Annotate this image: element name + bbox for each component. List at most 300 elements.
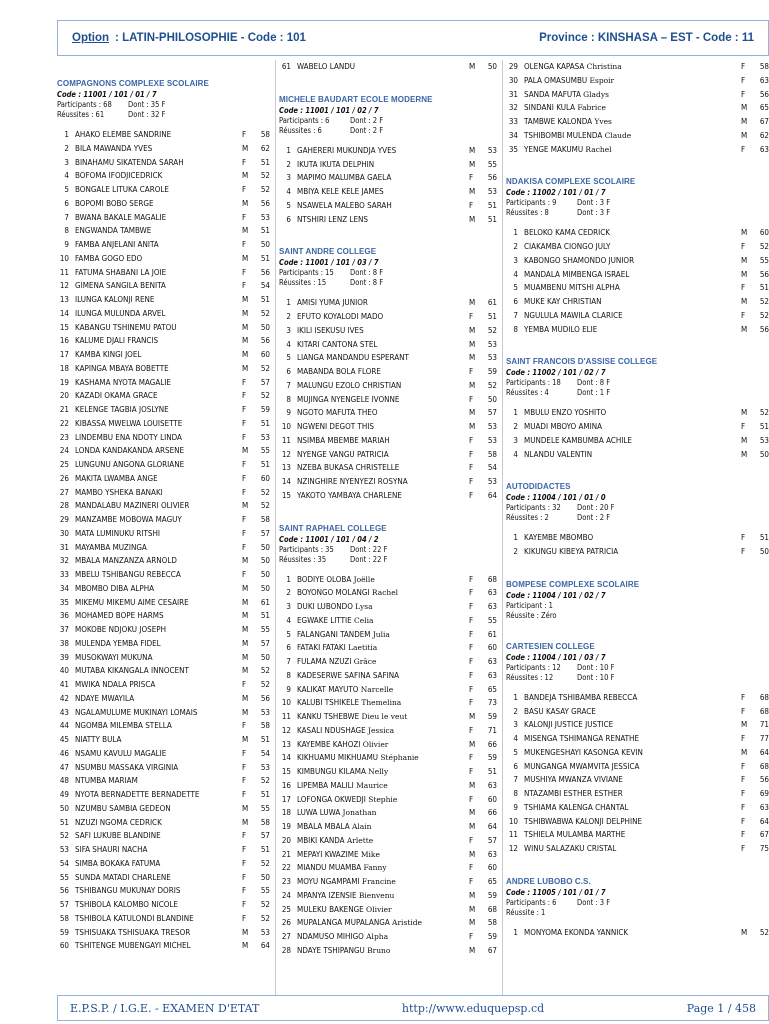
student-score: 52	[759, 297, 769, 306]
student-score: 51	[759, 283, 769, 293]
student-number: 1	[286, 145, 291, 155]
student-score: 59	[487, 890, 497, 900]
student-score: 52	[260, 391, 270, 401]
student-number: 7	[513, 310, 518, 320]
student-firstname: Rachel	[585, 144, 612, 154]
student-sex: F	[242, 845, 247, 854]
student-sex: F	[469, 477, 474, 486]
success-line	[506, 513, 769, 523]
student-score: 69	[759, 789, 769, 798]
student-sex: M	[741, 103, 748, 113]
student-number: 5	[513, 747, 518, 757]
student-name	[75, 376, 242, 390]
student-row	[57, 939, 270, 953]
student-score: 58	[759, 62, 769, 71]
student-name	[297, 916, 469, 930]
participants-count: Participants : 12	[506, 662, 561, 672]
school-name: SAINT FRANCOIS D'ASSISE COLLEGE	[506, 357, 658, 367]
student-sex: M	[741, 117, 748, 126]
participants-female: Dont : 3 F	[577, 198, 611, 208]
student-sex: M	[242, 226, 249, 236]
student-surname: NSAMU KAVULU MAGALIE	[75, 748, 167, 758]
student-score: 52	[759, 408, 769, 418]
student-sex: M	[469, 808, 476, 818]
student-sex: M	[242, 308, 249, 318]
student-row	[506, 815, 769, 829]
student-sex: M	[242, 927, 249, 937]
student-surname: FATUMA SHABANI LA JOIE	[75, 267, 167, 277]
student-firstname: Rachel	[371, 588, 399, 598]
student-surname: NGULULA MAWILA CLARICE	[524, 310, 623, 320]
student-sex: M	[469, 890, 476, 900]
student-firstname: Olivier	[362, 739, 389, 749]
student-number: 3	[513, 255, 518, 265]
student-row	[506, 240, 769, 254]
student-firstname: Nelly	[368, 767, 389, 776]
student-list	[279, 144, 497, 227]
student-row	[57, 733, 270, 747]
student-score: 75	[759, 844, 769, 853]
student-number: 38	[59, 638, 69, 648]
school-name: ANDRE LUBOBO C.S.	[506, 876, 591, 886]
student-row	[57, 252, 270, 266]
student-firstname: Arlette	[346, 835, 374, 845]
student-score: 52	[260, 900, 270, 909]
student-list	[279, 60, 497, 74]
student-score: 71	[759, 720, 769, 730]
student-surname: CIAKAMBA CIONGO JULY	[524, 242, 611, 251]
student-number: 31	[59, 542, 69, 552]
student-sex: M	[242, 350, 249, 359]
student-surname: NTUMBA MARIAM	[75, 776, 138, 786]
student-name	[297, 600, 469, 614]
student-sex: F	[242, 212, 247, 222]
success-count: Réussites : 4	[506, 388, 549, 398]
student-number: 33	[59, 570, 69, 579]
student-sex: M	[242, 583, 249, 593]
student-row	[279, 861, 497, 875]
student-score: 58	[487, 918, 497, 928]
student-row	[279, 406, 497, 420]
student-row	[57, 692, 270, 706]
student-surname: MBELU TSHIBANGU REBECCA	[75, 570, 181, 579]
participants-female: Dont : 8 F	[350, 268, 384, 278]
student-name	[75, 926, 242, 940]
student-sex: F	[242, 790, 247, 799]
student-row	[279, 573, 497, 587]
student-number: 2	[513, 547, 518, 556]
student-score: 55	[260, 446, 270, 456]
student-sex: M	[242, 735, 249, 744]
student-sex: M	[741, 435, 748, 445]
student-surname: TSHIBOLA KATULONDI BLANDINE	[75, 913, 194, 923]
student-name	[297, 573, 469, 587]
student-surname: TSHIBWABWA KALONJI DELPHINE	[524, 816, 642, 826]
student-number: 15	[59, 322, 69, 332]
student-surname: BODIYE OLOBA	[297, 574, 352, 584]
student-row	[279, 655, 497, 669]
student-name	[75, 912, 242, 926]
student-score: 61	[487, 629, 497, 639]
student-score: 52	[260, 501, 270, 511]
student-sex: M	[469, 159, 476, 169]
student-number: 2	[64, 143, 69, 153]
student-surname: NZEBA BUKASA CHRISTELLE	[297, 463, 400, 473]
student-score: 53	[260, 432, 270, 442]
student-firstname: Fabrice	[577, 103, 606, 113]
student-row	[506, 281, 769, 295]
student-surname: KALUME DJALI FRANCIS	[75, 336, 159, 346]
school-code: Code : 11004 / 101 / 02 / 7	[506, 590, 606, 600]
success-line	[506, 611, 769, 621]
student-score: 56	[260, 198, 270, 208]
student-score: 50	[260, 556, 270, 566]
student-surname: BOYONGO MOLANGI	[297, 588, 370, 598]
student-number: 46	[59, 748, 69, 758]
results-column-2	[279, 60, 497, 995]
school-name: SAINT ANDRE COLLEGE	[279, 247, 377, 257]
student-number: 11	[508, 830, 518, 840]
student-score: 68	[487, 904, 497, 914]
student-number: 17	[281, 794, 291, 804]
success-female: Dont : 2 F	[577, 513, 611, 523]
student-name	[75, 747, 242, 761]
student-number: 9	[286, 408, 291, 418]
student-score: 62	[759, 130, 769, 140]
student-score: 60	[487, 863, 497, 873]
student-number: 2	[513, 422, 518, 431]
student-name	[524, 787, 741, 801]
student-name	[75, 568, 242, 582]
student-surname: LINDEMBU ENA NDOTY LINDA	[75, 432, 182, 442]
student-number: 4	[513, 269, 518, 279]
student-name	[297, 848, 469, 862]
student-name	[297, 724, 469, 738]
student-score: 64	[759, 747, 769, 757]
student-score: 51	[260, 460, 270, 469]
student-score: 50	[487, 394, 497, 404]
success-count: Réussites : 61	[57, 110, 105, 119]
student-surname: LOFONGA OKWEDJI	[297, 794, 366, 804]
student-row	[506, 295, 769, 309]
student-surname: TSHIELA MULAMBA MARTHE	[524, 830, 626, 840]
student-score: 50	[260, 583, 270, 593]
student-surname: ILUNGA MULUNDA ARVEL	[75, 308, 166, 318]
student-score: 55	[759, 255, 769, 265]
student-number: 52	[59, 831, 69, 841]
student-surname: KIKHUAMU MIKHUAMU	[297, 753, 379, 763]
student-row	[57, 912, 270, 926]
student-name	[75, 802, 242, 816]
student-surname: SUNDA MATADI CHARLENE	[75, 872, 171, 882]
student-number: 21	[281, 849, 291, 859]
student-row	[57, 788, 270, 802]
success-female: Dont : 3 F	[577, 208, 611, 218]
student-score: 58	[260, 817, 270, 827]
student-row	[57, 458, 270, 472]
footer-link[interactable]: http://www.eduquepsp.cd	[401, 1001, 545, 1015]
student-surname: MUSOKWAYI MUKUNA	[75, 652, 153, 662]
student-row	[57, 376, 270, 390]
student-row	[279, 144, 497, 158]
student-surname: MBIKI KANDA	[297, 835, 345, 845]
student-score: 51	[260, 790, 270, 799]
student-firstname: Bienvenu	[358, 890, 395, 900]
student-score: 68	[759, 761, 769, 771]
student-number: 28	[59, 501, 69, 511]
student-sex: M	[469, 62, 476, 71]
student-sex: M	[469, 353, 476, 363]
student-number: 1	[286, 298, 291, 308]
student-number: 30	[508, 75, 518, 85]
student-surname: NGOTO MAFUTA THEO	[297, 408, 378, 418]
student-surname: BOPOMI BOBO SERGE	[75, 198, 154, 208]
student-number: 3	[513, 435, 518, 445]
student-number: 61	[281, 62, 291, 71]
student-name	[297, 944, 469, 958]
student-name	[75, 706, 242, 720]
student-number: 9	[286, 684, 291, 694]
student-score: 56	[487, 173, 497, 183]
student-name	[524, 434, 741, 448]
student-sex: F	[741, 789, 746, 798]
student-sex: F	[242, 872, 247, 882]
student-row	[57, 293, 270, 307]
student-row	[57, 307, 270, 321]
student-name	[75, 761, 242, 775]
student-row	[57, 898, 270, 912]
student-surname: FAMBA GOGO EDO	[75, 253, 143, 263]
student-number: 39	[59, 652, 69, 662]
student-name	[297, 310, 469, 324]
student-number: 22	[281, 863, 291, 873]
student-score: 59	[487, 753, 497, 763]
student-score: 56	[759, 324, 769, 334]
footer-exam: E.P.S.P. / I.G.E. - EXAMEN D'ETAT	[70, 1001, 260, 1015]
student-row	[57, 156, 270, 170]
student-name	[524, 268, 741, 282]
student-name	[297, 448, 469, 462]
student-number: 19	[59, 377, 69, 387]
student-sex: F	[469, 367, 474, 376]
student-name	[75, 678, 242, 692]
student-name	[75, 224, 242, 238]
student-surname: KASHAMA NYOTA MAGALIE	[75, 377, 171, 387]
student-number: 7	[513, 775, 518, 785]
student-name	[75, 403, 242, 417]
student-number: 23	[281, 877, 291, 886]
student-sex: M	[242, 707, 249, 717]
student-row	[506, 74, 769, 88]
student-number: 2	[286, 312, 291, 321]
student-surname: MBALA MBALA	[297, 822, 350, 831]
student-row	[506, 323, 769, 337]
student-sex: M	[741, 408, 748, 418]
student-name	[75, 774, 242, 788]
student-name	[297, 930, 469, 944]
student-surname: TSHIAMA KALENGA CHANTAL	[524, 802, 629, 812]
student-row	[279, 60, 497, 74]
student-surname: NSUMBU MASSAKA VIRGINIA	[75, 762, 179, 772]
student-sex: M	[242, 446, 249, 456]
student-name	[75, 871, 242, 885]
student-surname: MUJINGA NYENGELE IVONNE	[297, 394, 400, 404]
student-name	[297, 875, 469, 889]
student-surname: MWIKA NDALA PRISCA	[75, 680, 156, 689]
student-sex: M	[741, 297, 748, 306]
student-row	[506, 115, 769, 129]
student-name	[75, 444, 242, 458]
student-surname: MUAMBENU MITSHI ALPHA	[524, 283, 620, 293]
student-number: 1	[513, 927, 518, 937]
student-score: 65	[487, 684, 497, 694]
student-row	[506, 226, 769, 240]
student-surname: KADESERWE SAFINA SAFINA	[297, 670, 400, 680]
student-number: 33	[508, 117, 518, 126]
student-number: 26	[59, 473, 69, 483]
student-score: 54	[260, 748, 270, 758]
student-surname: TAMBWE KALONDA	[524, 117, 593, 126]
student-row	[506, 787, 769, 801]
student-sex: F	[741, 775, 746, 785]
participants-line	[506, 198, 769, 208]
student-surname: MIKEMU MIKEMU AIME CESAIRE	[75, 597, 189, 607]
student-surname: IKUTA IKUTA DELPHIN	[297, 159, 375, 169]
student-name	[297, 199, 469, 213]
student-number: 13	[281, 739, 291, 749]
student-firstname: Mike	[360, 849, 380, 859]
student-row	[57, 637, 270, 651]
student-sex: F	[242, 405, 247, 414]
student-row	[57, 431, 270, 445]
student-row	[279, 461, 497, 475]
student-number: 32	[508, 103, 518, 113]
participants-line	[506, 503, 769, 513]
student-sex: M	[741, 747, 748, 757]
student-sex: M	[741, 449, 748, 459]
student-number: 56	[59, 886, 69, 896]
student-sex: F	[741, 144, 746, 154]
student-name	[297, 324, 469, 338]
student-number: 7	[64, 212, 69, 222]
student-row	[279, 199, 497, 213]
student-surname: KIKUNGU KIBEYA PATRICIA	[524, 547, 619, 556]
student-surname: KAYEMBE MBOMBO	[524, 533, 594, 543]
student-name	[297, 60, 469, 74]
student-surname: OLENGA KAPASA	[524, 62, 585, 71]
student-firstname: Yves	[594, 117, 612, 126]
student-surname: LUWA LUWA	[297, 808, 341, 818]
student-score: 58	[487, 449, 497, 459]
student-surname: WINU SALAZAKU CRISTAL	[524, 844, 617, 853]
student-row	[57, 802, 270, 816]
student-surname: FALANGANI TANDEM	[297, 629, 371, 639]
success-female: Dont : 10 F	[577, 672, 615, 682]
student-score: 53	[487, 422, 497, 431]
student-score: 55	[260, 803, 270, 813]
student-sex: F	[469, 173, 474, 183]
student-score: 64	[487, 822, 497, 831]
student-score: 68	[487, 574, 497, 584]
student-name	[297, 185, 469, 199]
student-surname: MULEKU BAKENGE	[297, 904, 364, 914]
student-sex: M	[469, 822, 476, 831]
student-sex: M	[242, 198, 249, 208]
success-female: Dont : 1 F	[577, 388, 611, 398]
student-row	[279, 641, 497, 655]
participants-count: Participants : 6	[506, 897, 557, 907]
student-sex: M	[469, 849, 476, 859]
student-row	[279, 944, 497, 958]
student-number: 27	[281, 932, 291, 941]
school-name: SAINT RAPHAEL COLLEGE	[279, 523, 387, 533]
school-name: AUTODIDACTES	[506, 482, 571, 492]
student-sex: F	[242, 157, 247, 167]
student-name	[524, 295, 741, 309]
student-number: 54	[59, 858, 69, 868]
student-surname: MEPAYI KWAZIME	[297, 849, 359, 859]
student-name	[297, 338, 469, 352]
student-score: 51	[260, 611, 270, 621]
student-score: 51	[260, 735, 270, 744]
student-surname: NYENGE VANGU PATRICIA	[297, 449, 389, 459]
student-name	[75, 898, 242, 912]
student-score: 63	[759, 144, 769, 154]
student-surname: MUADI MBOYO AMINA	[524, 422, 603, 431]
student-number: 14	[281, 753, 291, 763]
student-name	[75, 582, 242, 596]
student-number: 6	[513, 761, 518, 771]
student-name	[75, 692, 242, 706]
student-surname: TSHISUAKA TSHISUAKA TRESOR	[75, 927, 191, 937]
student-row	[279, 448, 497, 462]
student-score: 58	[260, 130, 270, 139]
student-row	[57, 348, 270, 362]
student-row	[57, 678, 270, 692]
student-sex: M	[242, 295, 249, 304]
student-sex: F	[741, 830, 746, 840]
student-number: 16	[59, 336, 69, 346]
student-surname: NDAMUSO MIHIGO	[297, 932, 364, 941]
student-name	[524, 420, 741, 434]
student-name	[75, 252, 242, 266]
student-surname: YENGE MAKUMU	[524, 144, 584, 154]
student-score: 53	[487, 187, 497, 196]
student-row	[57, 719, 270, 733]
student-surname: MUSHIYA MWANZA VIVIANE	[524, 775, 623, 785]
student-name	[297, 475, 469, 489]
student-score: 50	[260, 240, 270, 249]
student-name	[524, 760, 741, 774]
student-list	[279, 296, 497, 502]
student-row	[279, 696, 497, 710]
student-name	[75, 788, 242, 802]
student-surname: TSHIBOLA KALOMBO NICOLE	[75, 900, 178, 909]
student-surname: MOHAMED BOPE HARMS	[75, 611, 164, 621]
student-row	[57, 499, 270, 513]
student-sex: F	[242, 542, 247, 552]
student-score: 52	[487, 325, 497, 335]
student-row	[279, 903, 497, 917]
student-row	[57, 541, 270, 555]
student-name	[75, 279, 242, 293]
student-surname: MUKE KAY CHRISTIAN	[524, 297, 602, 306]
success-line	[506, 908, 769, 918]
student-row	[57, 829, 270, 843]
participants-line	[279, 268, 497, 278]
student-name	[524, 115, 741, 129]
student-firstname: Francine	[361, 877, 396, 886]
